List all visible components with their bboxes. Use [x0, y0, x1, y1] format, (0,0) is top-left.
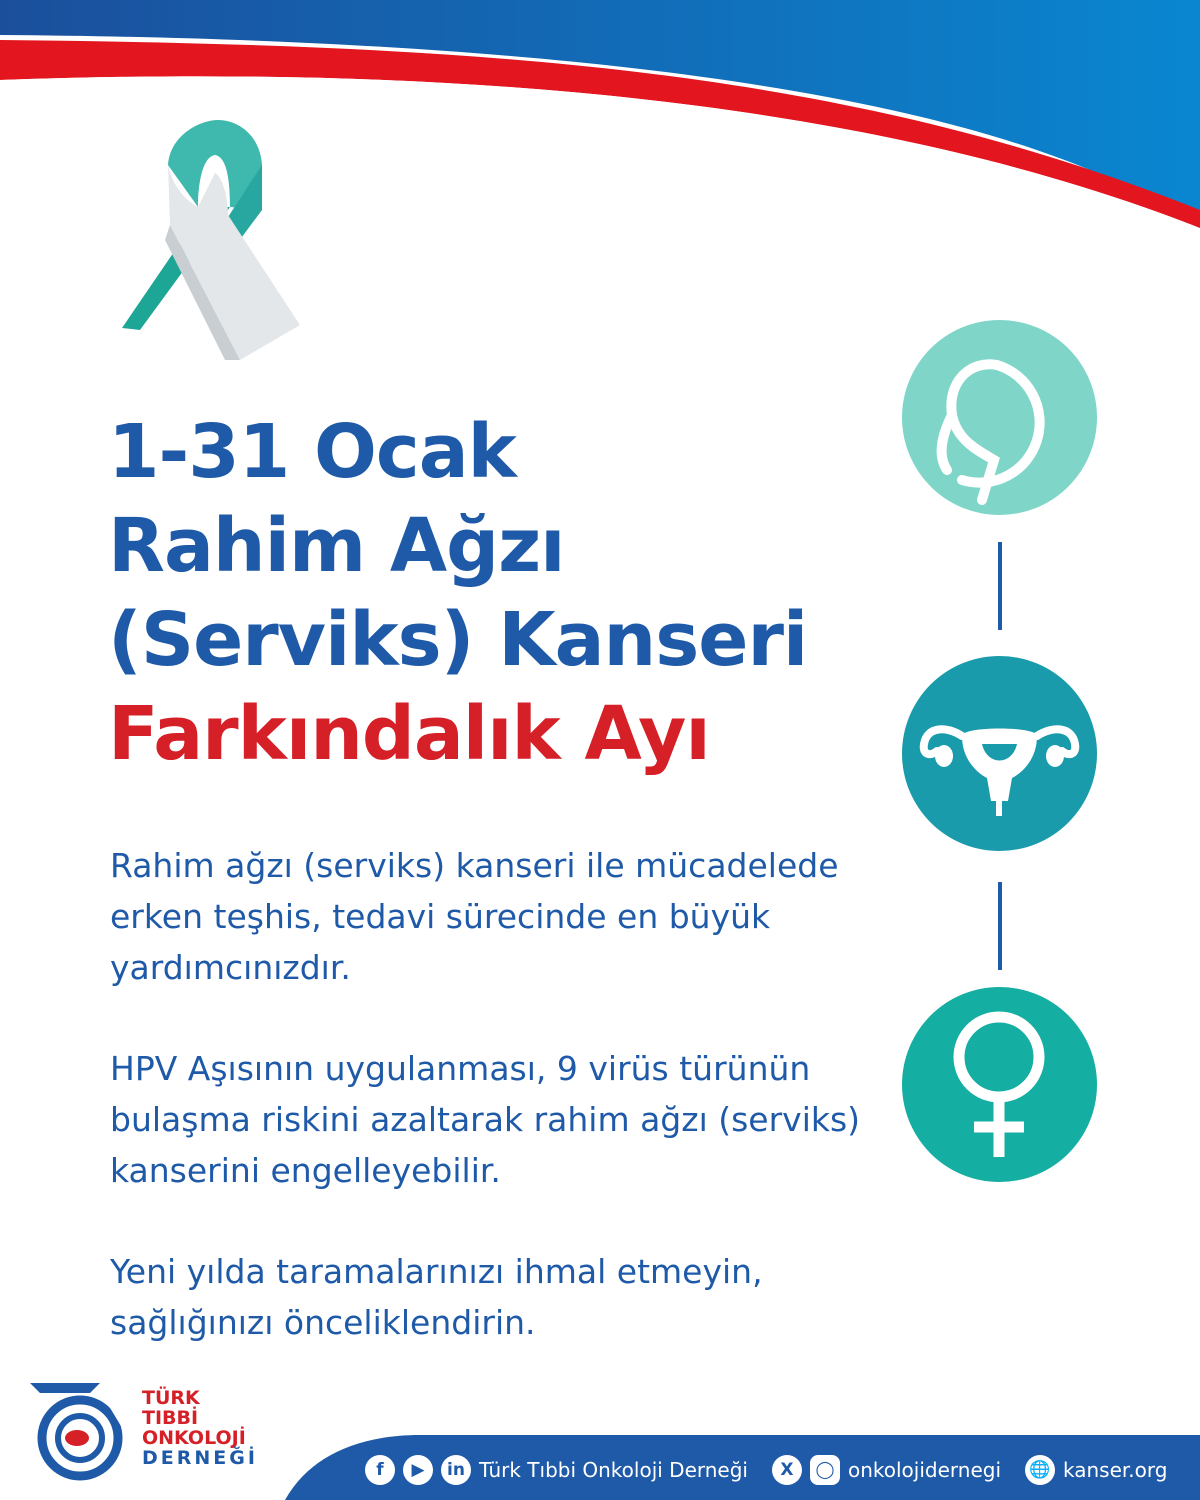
headline-date: 1-31 Ocak — [108, 409, 516, 495]
body-text — [110, 840, 910, 1398]
globe-icon[interactable]: 🌐 — [1025, 1455, 1055, 1485]
logo-text-line1: TÜRK — [142, 1387, 200, 1409]
awareness-ribbon-icon — [902, 320, 1097, 515]
awareness-ribbon-circle — [902, 320, 1097, 515]
footer-social-bar — [365, 1448, 1185, 1492]
logo-text-line4: DERNEĞİ — [142, 1447, 258, 1469]
facebook-icon[interactable]: f — [365, 1455, 395, 1485]
awareness-ribbon-icon — [110, 115, 320, 375]
uterus-circle — [902, 656, 1097, 851]
headline-awareness-month: Farkındalık Ayı — [108, 691, 710, 777]
icon-column — [902, 320, 1097, 1190]
connector-line — [998, 882, 1002, 970]
paragraph-screening: Yeni yılda taramalarınızı ihmal etmeyin, sağlığınızı önceliklendirin. — [110, 1252, 763, 1342]
website-link[interactable]: kanser.org — [1063, 1458, 1168, 1482]
uterus-icon — [902, 656, 1097, 851]
paragraph-hpv-vaccine: HPV Aşısının uygulanması, 9 virüs türünün bulaşma riskini azaltarak rahim ağzı (serviks) kanserini engelleyebilir. — [110, 1049, 861, 1190]
headline-title-line1: Rahim Ağzı — [108, 503, 565, 589]
connector-line — [998, 542, 1002, 630]
female-symbol-icon — [902, 987, 1097, 1182]
linkedin-icon[interactable]: in — [441, 1455, 471, 1485]
youtube-icon[interactable]: ▶ — [403, 1455, 433, 1485]
logo-text-line3: ONKOLOJİ — [142, 1427, 246, 1449]
female-symbol-circle — [902, 987, 1097, 1182]
instagram-icon[interactable]: ◯ — [810, 1455, 840, 1485]
paragraph-early-diagnosis: Rahim ağzı (serviks) kanseri ile mücadelede erken teşhis, tedavi sürecinde en büyük yardımcınızdır. — [110, 846, 839, 987]
x-icon[interactable]: X — [772, 1455, 802, 1485]
headline — [108, 405, 868, 781]
headline-title-line2: (Serviks) Kanseri — [108, 597, 808, 683]
logo-text-line2: TIBBİ — [142, 1407, 199, 1429]
social-handle[interactable]: onkolojidernegi — [847, 1458, 1002, 1482]
social-account-name[interactable]: Türk Tıbbi Onkoloji Derneği — [479, 1458, 748, 1482]
